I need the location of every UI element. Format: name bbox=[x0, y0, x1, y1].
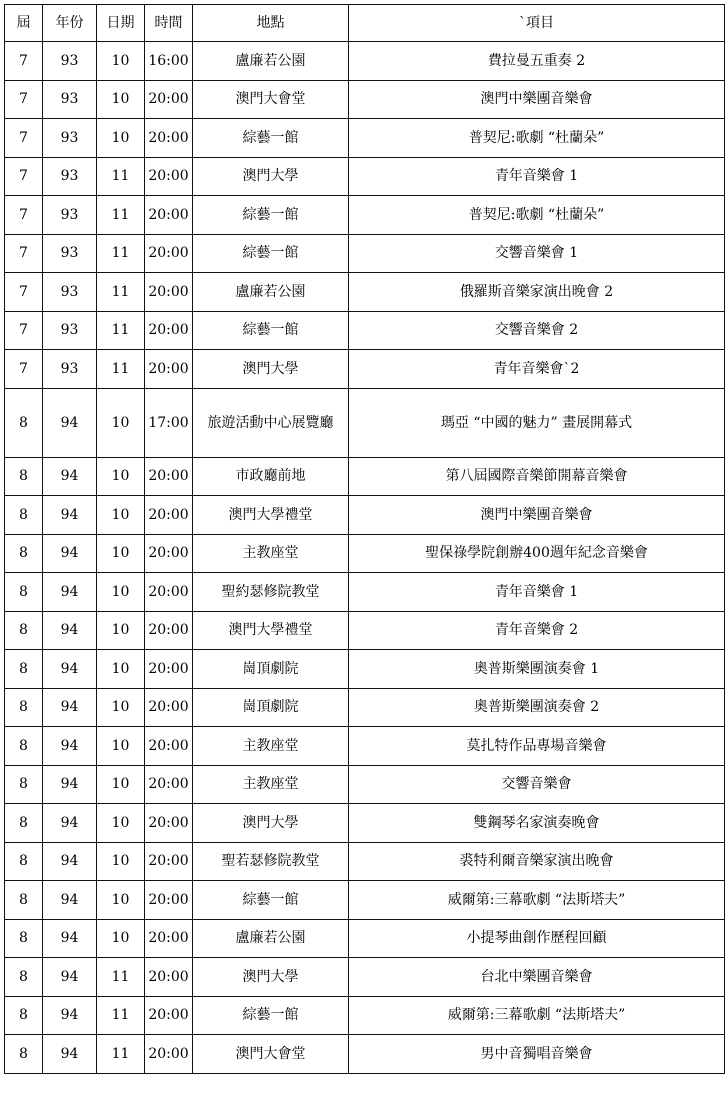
cell-year: 93 bbox=[43, 157, 97, 196]
cell-year: 93 bbox=[43, 119, 97, 158]
cell-time: 20:00 bbox=[145, 534, 193, 573]
cell-program: 雙鋼琴名家演奏晚會 bbox=[349, 804, 725, 843]
table-body bbox=[5, 42, 725, 1074]
cell-venue: 盧廉若公園 bbox=[193, 42, 349, 81]
cell-program: 瑪亞 “中國的魅力” 畫展開幕式 bbox=[349, 388, 725, 457]
cell-venue: 澳門大學禮堂 bbox=[193, 611, 349, 650]
cell-time: 20:00 bbox=[145, 958, 193, 997]
cell-venue: 聖若瑟修院教堂 bbox=[193, 842, 349, 881]
cell-time: 20:00 bbox=[145, 80, 193, 119]
cell-year: 94 bbox=[43, 958, 97, 997]
cell-venue: 澳門大學 bbox=[193, 958, 349, 997]
cell-session: 8 bbox=[5, 765, 43, 804]
table-row bbox=[5, 388, 725, 457]
cell-time: 20:00 bbox=[145, 842, 193, 881]
cell-program: 男中音獨唱音樂會 bbox=[349, 1035, 725, 1074]
cell-year: 94 bbox=[43, 765, 97, 804]
cell-month: 10 bbox=[97, 119, 145, 158]
cell-venue: 崗頂劇院 bbox=[193, 650, 349, 689]
cell-venue: 盧廉若公園 bbox=[193, 919, 349, 958]
cell-program: 莫扎特作品專場音樂會 bbox=[349, 727, 725, 766]
cell-year: 93 bbox=[43, 273, 97, 312]
cell-venue: 澳門大學 bbox=[193, 350, 349, 389]
cell-time: 20:00 bbox=[145, 196, 193, 235]
cell-session: 7 bbox=[5, 350, 43, 389]
cell-venue: 綜藝一館 bbox=[193, 311, 349, 350]
cell-year: 94 bbox=[43, 881, 97, 920]
cell-time: 20:00 bbox=[145, 119, 193, 158]
table-row bbox=[5, 350, 725, 389]
cell-year: 94 bbox=[43, 611, 97, 650]
cell-time: 20:00 bbox=[145, 650, 193, 689]
cell-session: 7 bbox=[5, 157, 43, 196]
cell-session: 7 bbox=[5, 42, 43, 81]
cell-time: 20:00 bbox=[145, 1035, 193, 1074]
table-row bbox=[5, 611, 725, 650]
cell-time: 20:00 bbox=[145, 496, 193, 535]
cell-session: 8 bbox=[5, 573, 43, 612]
cell-session: 7 bbox=[5, 311, 43, 350]
header-year: 年份 bbox=[43, 5, 97, 42]
cell-venue: 澳門大學 bbox=[193, 804, 349, 843]
cell-program: 小提琴曲創作歷程回顧 bbox=[349, 919, 725, 958]
cell-year: 94 bbox=[43, 919, 97, 958]
cell-program: 青年音樂會 1 bbox=[349, 573, 725, 612]
cell-program: 交響音樂會 bbox=[349, 765, 725, 804]
table-row bbox=[5, 311, 725, 350]
cell-program: 青年音樂會 1 bbox=[349, 157, 725, 196]
cell-year: 94 bbox=[43, 573, 97, 612]
table-row bbox=[5, 496, 725, 535]
cell-session: 8 bbox=[5, 804, 43, 843]
cell-year: 93 bbox=[43, 350, 97, 389]
table-row bbox=[5, 157, 725, 196]
cell-program: 青年音樂會`2 bbox=[349, 350, 725, 389]
cell-month: 10 bbox=[97, 688, 145, 727]
cell-program: 交響音樂會 2 bbox=[349, 311, 725, 350]
cell-venue: 綜藝一館 bbox=[193, 996, 349, 1035]
cell-month: 10 bbox=[97, 881, 145, 920]
cell-month: 11 bbox=[97, 196, 145, 235]
cell-year: 93 bbox=[43, 234, 97, 273]
cell-program: 澳門中樂團音樂會 bbox=[349, 80, 725, 119]
cell-time: 20:00 bbox=[145, 996, 193, 1035]
cell-month: 10 bbox=[97, 457, 145, 496]
cell-venue: 綜藝一館 bbox=[193, 119, 349, 158]
cell-time: 20:00 bbox=[145, 727, 193, 766]
cell-time: 20:00 bbox=[145, 611, 193, 650]
cell-time: 20:00 bbox=[145, 919, 193, 958]
cell-program: 聖保祿學院創辦400週年紀念音樂會 bbox=[349, 534, 725, 573]
cell-program: 威爾第:三幕歌劇 “法斯塔夫” bbox=[349, 996, 725, 1035]
table-row bbox=[5, 727, 725, 766]
cell-month: 10 bbox=[97, 765, 145, 804]
cell-time: 20:00 bbox=[145, 311, 193, 350]
cell-program: 普契尼:歌劇 “杜蘭朵” bbox=[349, 196, 725, 235]
cell-time: 20:00 bbox=[145, 350, 193, 389]
cell-venue: 聖約瑟修院教堂 bbox=[193, 573, 349, 612]
cell-session: 8 bbox=[5, 958, 43, 997]
table-row bbox=[5, 119, 725, 158]
header-row bbox=[5, 5, 725, 42]
cell-time: 20:00 bbox=[145, 688, 193, 727]
cell-time: 20:00 bbox=[145, 573, 193, 612]
cell-month: 10 bbox=[97, 611, 145, 650]
header-venue: 地點 bbox=[193, 5, 349, 42]
cell-month: 11 bbox=[97, 996, 145, 1035]
table-row bbox=[5, 1035, 725, 1074]
cell-year: 94 bbox=[43, 650, 97, 689]
cell-venue: 綜藝一館 bbox=[193, 196, 349, 235]
table-row bbox=[5, 842, 725, 881]
cell-year: 93 bbox=[43, 42, 97, 81]
cell-venue: 主教座堂 bbox=[193, 765, 349, 804]
cell-venue: 市政廳前地 bbox=[193, 457, 349, 496]
table-row bbox=[5, 573, 725, 612]
cell-month: 10 bbox=[97, 842, 145, 881]
cell-year: 94 bbox=[43, 496, 97, 535]
cell-venue: 主教座堂 bbox=[193, 534, 349, 573]
cell-session: 7 bbox=[5, 80, 43, 119]
cell-program: 台北中樂團音樂會 bbox=[349, 958, 725, 997]
header-month: 日期 bbox=[97, 5, 145, 42]
table-row bbox=[5, 273, 725, 312]
cell-month: 10 bbox=[97, 80, 145, 119]
cell-session: 8 bbox=[5, 457, 43, 496]
table-row bbox=[5, 42, 725, 81]
cell-session: 8 bbox=[5, 388, 43, 457]
cell-venue: 綜藝一館 bbox=[193, 881, 349, 920]
cell-program: 費拉曼五重奏 2 bbox=[349, 42, 725, 81]
table-row bbox=[5, 688, 725, 727]
cell-month: 10 bbox=[97, 804, 145, 843]
table-row bbox=[5, 234, 725, 273]
table-row bbox=[5, 196, 725, 235]
header-program: `項目 bbox=[349, 5, 725, 42]
table-row bbox=[5, 881, 725, 920]
cell-year: 94 bbox=[43, 727, 97, 766]
cell-session: 7 bbox=[5, 119, 43, 158]
cell-program: 裘特利爾音樂家演出晚會 bbox=[349, 842, 725, 881]
cell-session: 7 bbox=[5, 273, 43, 312]
cell-year: 93 bbox=[43, 196, 97, 235]
cell-month: 11 bbox=[97, 157, 145, 196]
cell-session: 8 bbox=[5, 881, 43, 920]
cell-year: 93 bbox=[43, 311, 97, 350]
cell-year: 94 bbox=[43, 842, 97, 881]
cell-program: 威爾第:三幕歌劇 “法斯塔夫” bbox=[349, 881, 725, 920]
cell-venue: 盧廉若公園 bbox=[193, 273, 349, 312]
cell-year: 94 bbox=[43, 388, 97, 457]
cell-program: 交響音樂會 1 bbox=[349, 234, 725, 273]
cell-venue: 澳門大學 bbox=[193, 157, 349, 196]
table-row bbox=[5, 80, 725, 119]
cell-time: 20:00 bbox=[145, 234, 193, 273]
table-row bbox=[5, 996, 725, 1035]
cell-year: 94 bbox=[43, 804, 97, 843]
cell-month: 11 bbox=[97, 1035, 145, 1074]
cell-month: 10 bbox=[97, 573, 145, 612]
cell-time: 20:00 bbox=[145, 457, 193, 496]
header-time: 時間 bbox=[145, 5, 193, 42]
cell-session: 8 bbox=[5, 688, 43, 727]
cell-session: 8 bbox=[5, 496, 43, 535]
cell-month: 10 bbox=[97, 650, 145, 689]
table-row bbox=[5, 804, 725, 843]
cell-year: 94 bbox=[43, 1035, 97, 1074]
cell-session: 8 bbox=[5, 534, 43, 573]
cell-program: 奧普斯樂團演奏會 2 bbox=[349, 688, 725, 727]
table-row bbox=[5, 765, 725, 804]
cell-program: 奧普斯樂團演奏會 1 bbox=[349, 650, 725, 689]
cell-month: 11 bbox=[97, 350, 145, 389]
cell-time: 17:00 bbox=[145, 388, 193, 457]
cell-program: 俄羅斯音樂家演出晚會 2 bbox=[349, 273, 725, 312]
events-table bbox=[4, 4, 725, 1074]
table-row bbox=[5, 919, 725, 958]
cell-month: 10 bbox=[97, 534, 145, 573]
cell-session: 8 bbox=[5, 650, 43, 689]
cell-program: 澳門中樂團音樂會 bbox=[349, 496, 725, 535]
cell-time: 16:00 bbox=[145, 42, 193, 81]
cell-venue: 旅遊活動中心展覽廳 bbox=[193, 388, 349, 457]
cell-month: 10 bbox=[97, 42, 145, 81]
cell-month: 10 bbox=[97, 388, 145, 457]
cell-time: 20:00 bbox=[145, 273, 193, 312]
cell-year: 94 bbox=[43, 688, 97, 727]
cell-month: 10 bbox=[97, 727, 145, 766]
cell-venue: 澳門大會堂 bbox=[193, 80, 349, 119]
cell-month: 10 bbox=[97, 496, 145, 535]
cell-time: 20:00 bbox=[145, 157, 193, 196]
cell-time: 20:00 bbox=[145, 804, 193, 843]
cell-month: 11 bbox=[97, 273, 145, 312]
table-row bbox=[5, 457, 725, 496]
cell-session: 7 bbox=[5, 234, 43, 273]
cell-year: 93 bbox=[43, 80, 97, 119]
cell-month: 11 bbox=[97, 311, 145, 350]
cell-program: 青年音樂會 2 bbox=[349, 611, 725, 650]
cell-time: 20:00 bbox=[145, 765, 193, 804]
cell-year: 94 bbox=[43, 457, 97, 496]
cell-program: 第八屆國際音樂節開幕音樂會 bbox=[349, 457, 725, 496]
cell-venue: 澳門大學禮堂 bbox=[193, 496, 349, 535]
cell-venue: 澳門大會堂 bbox=[193, 1035, 349, 1074]
cell-month: 11 bbox=[97, 958, 145, 997]
cell-session: 8 bbox=[5, 919, 43, 958]
cell-venue: 綜藝一館 bbox=[193, 234, 349, 273]
table-row bbox=[5, 534, 725, 573]
header-session: 屆 bbox=[5, 5, 43, 42]
table-row bbox=[5, 958, 725, 997]
cell-session: 8 bbox=[5, 611, 43, 650]
cell-month: 11 bbox=[97, 234, 145, 273]
cell-year: 94 bbox=[43, 996, 97, 1035]
table-row bbox=[5, 650, 725, 689]
cell-month: 10 bbox=[97, 919, 145, 958]
cell-time: 20:00 bbox=[145, 881, 193, 920]
cell-session: 8 bbox=[5, 1035, 43, 1074]
cell-year: 94 bbox=[43, 534, 97, 573]
cell-venue: 崗頂劇院 bbox=[193, 688, 349, 727]
cell-session: 8 bbox=[5, 842, 43, 881]
cell-venue: 主教座堂 bbox=[193, 727, 349, 766]
cell-session: 8 bbox=[5, 996, 43, 1035]
cell-session: 7 bbox=[5, 196, 43, 235]
cell-session: 8 bbox=[5, 727, 43, 766]
cell-program: 普契尼:歌劇 “杜蘭朵” bbox=[349, 119, 725, 158]
